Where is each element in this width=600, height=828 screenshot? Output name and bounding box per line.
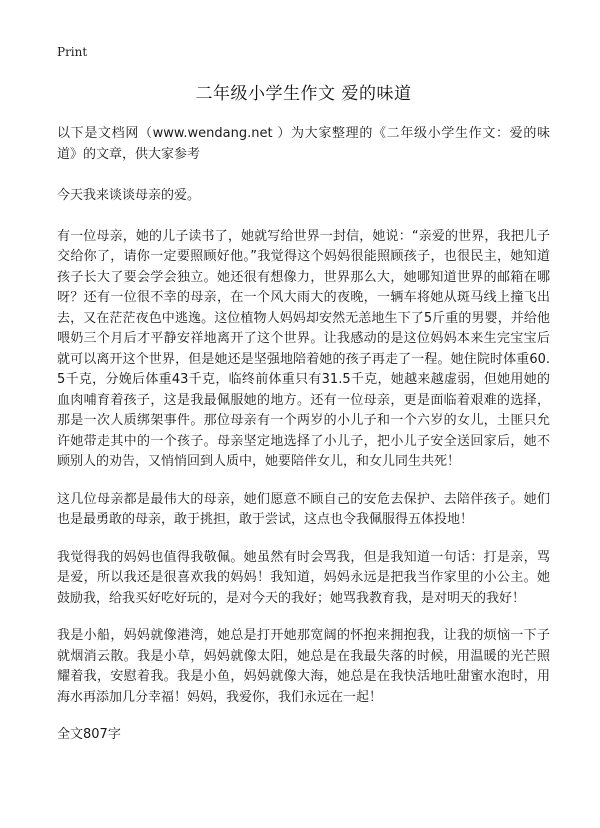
body-paragraph: 我是小船，妈妈就像港湾，她总是打开她那宽阔的怀抱来拥抱我，让我的烦恼一下子就烟消云散。我是小草，妈妈就像太阳，她总是在我最失落的时候，用温暖的光芒照耀着我，安慰着我。我是小鱼，妈妈就像大海，她总是在我快活地吐甜蜜水泡时，用海水再添加几分幸福！妈妈，我爱你，我们永远在一起！ <box>57 628 550 705</box>
word-count: 全文807字 <box>57 727 121 742</box>
body-paragraph: 有一位母亲，她的儿子读书了，她就写给世界一封信，她说：“亲爱的世界，我把儿子交给你了，请你一定要照顾好他。”我觉得这个妈妈很能照顾孩子，也很民主，她知道孩子长大了要会学会独立。她还很有想像力，世界那么大，她哪知道世界的邮箱在哪呀？还有一位很不幸的母亲，在一个风大雨大的夜晚，一辆车将她从斑马线上撞飞出去，又在茫茫夜色中逃逸。这位植物人妈妈却安然无恙地生下了5斤重的男婴，并给他喂奶三个月后才平静安祥地离开了这个世界。让我感动的是这位妈妈本来生完宝宝后就可以离开这个世界，但是她还是坚强地陪着她的孩子再走了一程。她住院时体重60.5千克，分娩后体重43千克，临终前体重只有31.5千克，她越来越虚弱，但她用她的血肉哺育着孩子，这是我最佩服她的地方。还有一位母亲，更是面临着艰难的选择，那是一次人质绑架事件。那位母亲有一个两岁的小儿子和一个六岁的女儿，土匪只允许她带走其中的一个孩子。母亲坚定地选择了小儿子，把小儿子安全送回家后，她不顾别人的劝告，又悄悄回到人质中，她要陪伴女儿，和女儿同生共死！ <box>57 228 550 469</box>
print-label: Print <box>57 45 88 59</box>
body-paragraph: 今天我来谈谈母亲的爱。 <box>57 188 201 203</box>
intro-paragraph: 以下是文档网（www.wendang.net ）为大家整理的《二年级小学生作文：爱的味道》的文章，供大家参考 <box>57 126 550 162</box>
body-paragraph: 这几位母亲都是最伟大的母亲，她们愿意不顾自己的安危去保护、去陪伴孩子。她们也是最勇敢的母亲，敢于挑担，敢于尝试，这点也令我佩服得五体投地！ <box>57 491 550 527</box>
document-title: 二年级小学生作文 爱的味道 <box>195 84 412 104</box>
body-paragraph: 我觉得我的妈妈也值得我敬佩。她虽然有时会骂我，但是我知道一句话：打是亲，骂是爱，所以我还是很喜欢我的妈妈！我知道，妈妈永远是把我当作家里的小公主。她鼓励我，给我买好吃好玩的，是对今天的我好；她骂我教育我，是对明天的我好！ <box>57 549 550 606</box>
